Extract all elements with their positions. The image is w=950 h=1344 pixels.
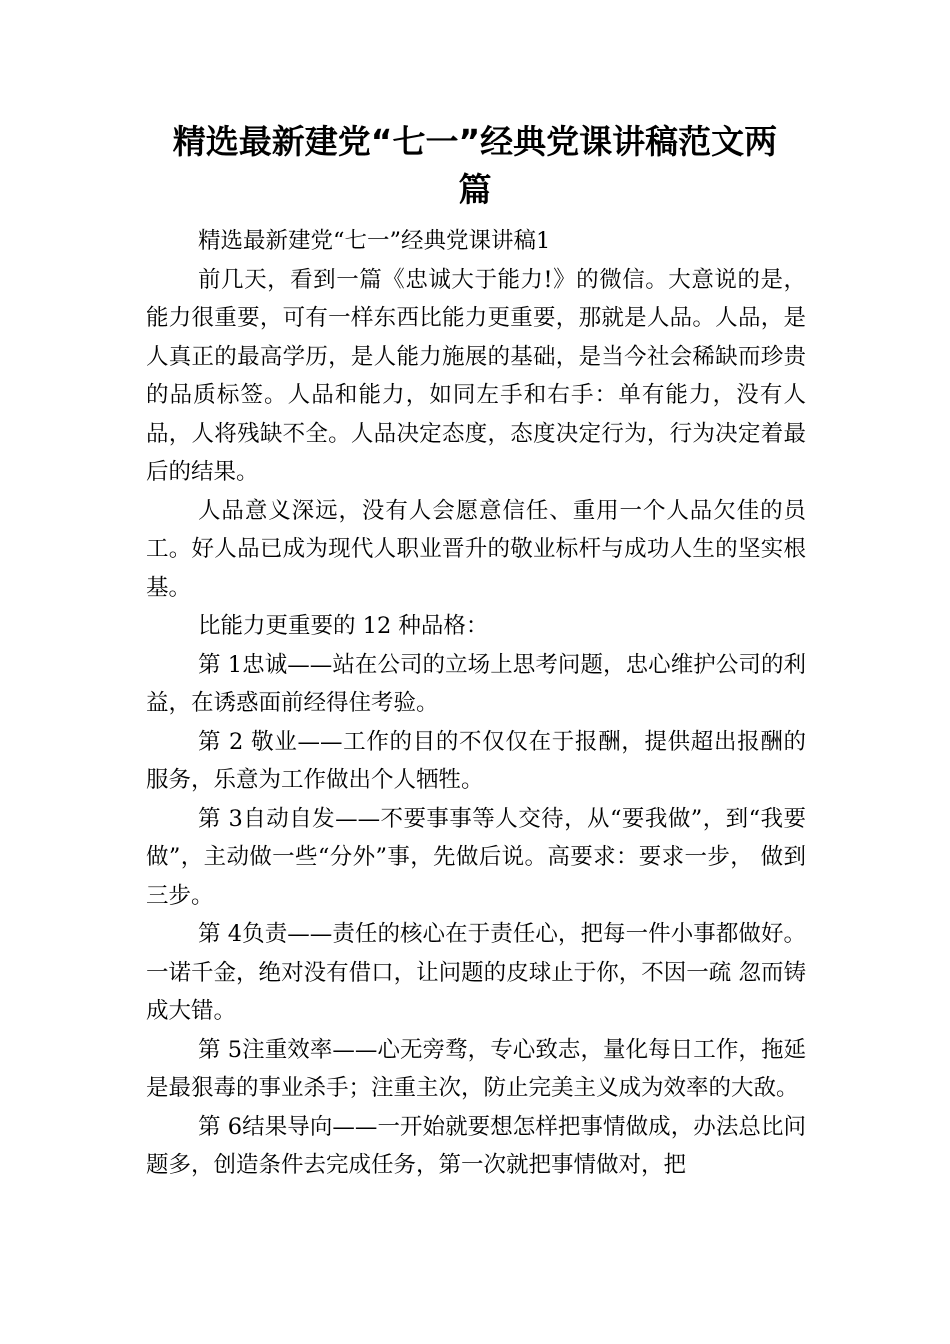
body-paragraph: 第 5注重效率——心无旁骛，专心致志，量化每日工作，拖延是最狠毒的事业杀手；注重主次，防止完美主义成为效率的大敌。: [146, 1036, 806, 1101]
document-title-line-2: 篇: [458, 170, 492, 209]
document-body: [146, 222, 806, 1185]
body-paragraph: 第 2 敬业——工作的目的不仅仅在于报酬，提供超出报酬的服务，乐意为工作做出个人牺牲。: [146, 728, 806, 793]
subtitle-paragraph: 精选最新建党“七一”经典党课讲稿1: [198, 228, 551, 254]
body-paragraph: 人品意义深远，没有人会愿意信任、重用一个人品欠佳的员工。好人品已成为现代人职业晋升的敬业标杆与成功人生的坚实根基。: [146, 497, 806, 601]
document-title-line-1: 精选最新建党“七一”经典党课讲稿范文两: [172, 122, 778, 161]
body-paragraph: 前几天，看到一篇《忠诚大于能力!》的微信。大意说的是，能力很重要，可有一样东西比能力更重要，那就是人品。人品，是人真正的最高学历，是人能力施展的基础，是当今社会稀缺而珍贵的品质标签。人品和能力，如同左手和右手：单有能力，没有人品，人将残缺不全。人品决定态度，态度决定行为，行为决定着最后的结果。: [146, 266, 806, 485]
body-paragraph: 比能力更重要的 12 种品格：: [198, 613, 489, 639]
body-paragraph: 第 3自动自发——不要事事等人交待，从“要我做”，到“我要做”，主动做一些“分外”事，先做后说。高要求：要求一步， 做到三步。: [146, 805, 806, 909]
body-paragraph: 第 4负责——责任的核心在于责任心，把每一件小事都做好。一诺千金，绝对没有借口，让问题的皮球止于你，不因一疏 忽而铸成大错。: [146, 921, 806, 1024]
body-paragraph: 第 1忠诚——站在公司的立场上思考问题，忠心维护公司的利益，在诱惑面前经得住考验。: [146, 651, 806, 716]
body-paragraph: 第 6结果导向——一开始就要想怎样把事情做成，办法总比问题多，创造条件去完成任务，第一次就把事情做对，把: [146, 1113, 806, 1178]
